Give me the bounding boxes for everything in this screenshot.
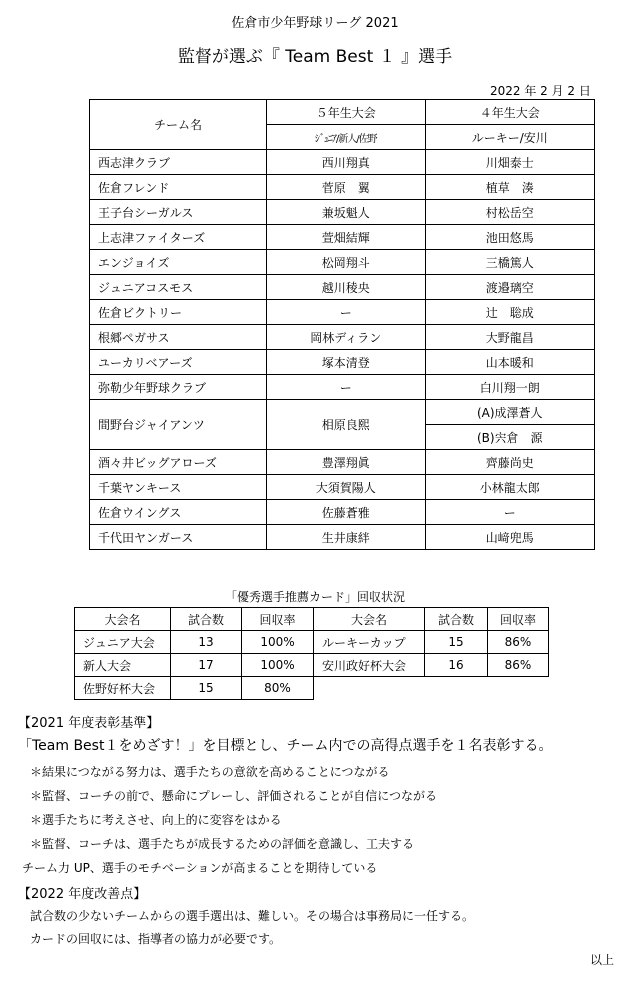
grade5-player: 西川翔真 bbox=[267, 150, 426, 175]
team-name: ユーカリベアーズ bbox=[90, 350, 267, 375]
table-row bbox=[314, 654, 549, 677]
header-grade4-events: ルーキー/安川 bbox=[425, 125, 595, 150]
recovery-rate: 80% bbox=[242, 677, 314, 700]
table-row bbox=[90, 225, 595, 250]
grade4-player: 大野龍昌 bbox=[425, 325, 595, 350]
event-name: 佐野好杯大会 bbox=[75, 677, 171, 700]
grade5-player: 松岡翔斗 bbox=[267, 250, 426, 275]
criteria-lead: 「Team Best１をめざす！」を目標とし、チーム内での高得点選手を１名表彰する。 bbox=[18, 738, 553, 754]
improvement-item: 試合数の少ないチームからの選手選出は、難しい。その場合は事務局に一任する。 bbox=[30, 909, 475, 923]
table-row bbox=[90, 300, 595, 325]
header-grade5: ５年生大会 bbox=[267, 100, 426, 125]
table-row bbox=[90, 450, 595, 475]
event-name: ルーキーカップ bbox=[314, 631, 425, 654]
table-row bbox=[90, 250, 595, 275]
criteria-bullet: ＊監督、コーチの前で、懸命にプレーし、評価されることが自信につながる bbox=[30, 789, 438, 803]
header-team: チーム名 bbox=[90, 100, 267, 150]
recovery-rate: 100% bbox=[242, 631, 314, 654]
grade4-player: 小林龍太郎 bbox=[425, 475, 595, 500]
recovery-table-right bbox=[313, 607, 549, 677]
table-row bbox=[90, 475, 595, 500]
recovery-rate: 86% bbox=[488, 631, 549, 654]
team-name: 千葉ヤンキース bbox=[90, 475, 267, 500]
grade5-player: ー bbox=[267, 375, 426, 400]
grade5-player: 萱畑結輝 bbox=[267, 225, 426, 250]
table-row bbox=[90, 150, 595, 175]
col-header-games: 試合数 bbox=[425, 608, 488, 631]
col-header-event: 大会名 bbox=[314, 608, 425, 631]
grade5-player: 大須賀陽人 bbox=[267, 475, 426, 500]
col-header-rate: 回収率 bbox=[488, 608, 549, 631]
criteria-bullet: ＊選手たちに考えさせ、向上的に変容をはかる bbox=[30, 813, 282, 827]
grade5-player: 越川稜央 bbox=[267, 275, 426, 300]
grade5-player: 兼坂魁人 bbox=[267, 200, 426, 225]
grade4-player: 白川翔一朗 bbox=[425, 375, 595, 400]
grade4-player-b: (B)宍倉 源 bbox=[425, 425, 595, 450]
team-name: 佐倉ウイングス bbox=[90, 500, 267, 525]
team-name: 根郷ペガサス bbox=[90, 325, 267, 350]
table-row bbox=[314, 631, 549, 654]
team-name: 王子台シーガルス bbox=[90, 200, 267, 225]
closing-text: 以上 bbox=[590, 953, 615, 967]
table-row bbox=[90, 500, 595, 525]
grade5-player: 塚本清登 bbox=[267, 350, 426, 375]
team-name: ジュニアコスモス bbox=[90, 275, 267, 300]
grade5-player: 相原良熙 bbox=[267, 400, 426, 450]
grade4-player: 山﨑兜馬 bbox=[425, 525, 595, 550]
recovery-rate: 100% bbox=[242, 654, 314, 677]
table-row bbox=[75, 631, 314, 654]
improvements-heading: 【2022 年度改善点】 bbox=[18, 887, 147, 902]
grade5-player: 豊澤翔眞 bbox=[267, 450, 426, 475]
table-row bbox=[90, 350, 595, 375]
table-row bbox=[90, 375, 595, 400]
grade4-player: 辻 聡成 bbox=[425, 300, 595, 325]
game-count: 17 bbox=[171, 654, 242, 677]
team-name: 千代田ヤンガース bbox=[90, 525, 267, 550]
grade5-player: 岡林ディラン bbox=[267, 325, 426, 350]
game-count: 16 bbox=[425, 654, 488, 677]
table-row bbox=[90, 325, 595, 350]
team-name: エンジョイズ bbox=[90, 250, 267, 275]
grade4-player: 山本暖和 bbox=[425, 350, 595, 375]
table-row bbox=[90, 200, 595, 225]
col-header-games: 試合数 bbox=[171, 608, 242, 631]
recovery-rate: 86% bbox=[488, 654, 549, 677]
grade5-player: 菅原 翼 bbox=[267, 175, 426, 200]
table-row bbox=[90, 175, 595, 200]
grade4-player: 池田悠馬 bbox=[425, 225, 595, 250]
criteria-bullet: ＊監督、コーチは、選手たちが成長するための評価を意識し、工夫する bbox=[30, 837, 415, 851]
league-subtitle: 佐倉市少年野球リーグ 2021 bbox=[231, 16, 399, 31]
team-name: 上志津ファイターズ bbox=[90, 225, 267, 250]
header-grade4: ４年生大会 bbox=[425, 100, 595, 125]
team-name: 西志津クラブ bbox=[90, 150, 267, 175]
team-name: 間野台ジャイアンツ bbox=[90, 400, 267, 450]
team-name: 佐倉フレンド bbox=[90, 175, 267, 200]
table-row bbox=[75, 654, 314, 677]
game-count: 15 bbox=[171, 677, 242, 700]
team-name: 酒々井ビッグアローズ bbox=[90, 450, 267, 475]
game-count: 13 bbox=[171, 631, 242, 654]
criteria-summary: チーム力 UP、選手のモチベーションが高まることを期待している bbox=[22, 861, 378, 875]
col-header-event: 大会名 bbox=[75, 608, 171, 631]
grade4-player: 渡邉璃空 bbox=[425, 275, 595, 300]
grade5-player: 生井康絆 bbox=[267, 525, 426, 550]
criteria-heading: 【2021 年度表彰基準】 bbox=[18, 716, 160, 731]
table-row bbox=[90, 400, 595, 425]
grade4-player: 川畑泰士 bbox=[425, 150, 595, 175]
team-name: 佐倉ビクトリー bbox=[90, 300, 267, 325]
grade4-player: 三橋篤人 bbox=[425, 250, 595, 275]
event-name: 新人大会 bbox=[75, 654, 171, 677]
criteria-bullet: ＊結果につながる努力は、選手たちの意欲を高めることにつながる bbox=[30, 765, 390, 779]
event-name: 安川政好杯大会 bbox=[314, 654, 425, 677]
page-title: 監督が選ぶ『 Team Best １ 』選手 bbox=[177, 47, 453, 67]
event-name: ジュニア大会 bbox=[75, 631, 171, 654]
recovery-caption: 「優秀選手推薦カード」回収状況 bbox=[224, 590, 405, 604]
col-header-rate: 回収率 bbox=[242, 608, 314, 631]
team-name: 弥勒少年野球クラブ bbox=[90, 375, 267, 400]
grade4-player: ー bbox=[425, 500, 595, 525]
grade4-player: 植草 湊 bbox=[425, 175, 595, 200]
recovery-table-left bbox=[74, 607, 314, 700]
grade4-player-a: (A)成澤蒼人 bbox=[425, 400, 595, 425]
grade4-player: 村松岳空 bbox=[425, 200, 595, 225]
improvement-item: カードの回収には、指導者の協力が必要です。 bbox=[30, 932, 282, 946]
table-row bbox=[90, 275, 595, 300]
awards-table bbox=[89, 99, 595, 550]
header-grade5-events: ｼﾞｭﾆｱ/新人/佐野 bbox=[267, 125, 426, 150]
table-row bbox=[90, 525, 595, 550]
grade5-player: 佐藤蒼雅 bbox=[267, 500, 426, 525]
grade5-player: ー bbox=[267, 300, 426, 325]
table-row bbox=[75, 677, 314, 700]
grade4-player: 齊藤尚史 bbox=[425, 450, 595, 475]
document-date: 2022 年 2 月 2 日 bbox=[490, 84, 591, 98]
game-count: 15 bbox=[425, 631, 488, 654]
